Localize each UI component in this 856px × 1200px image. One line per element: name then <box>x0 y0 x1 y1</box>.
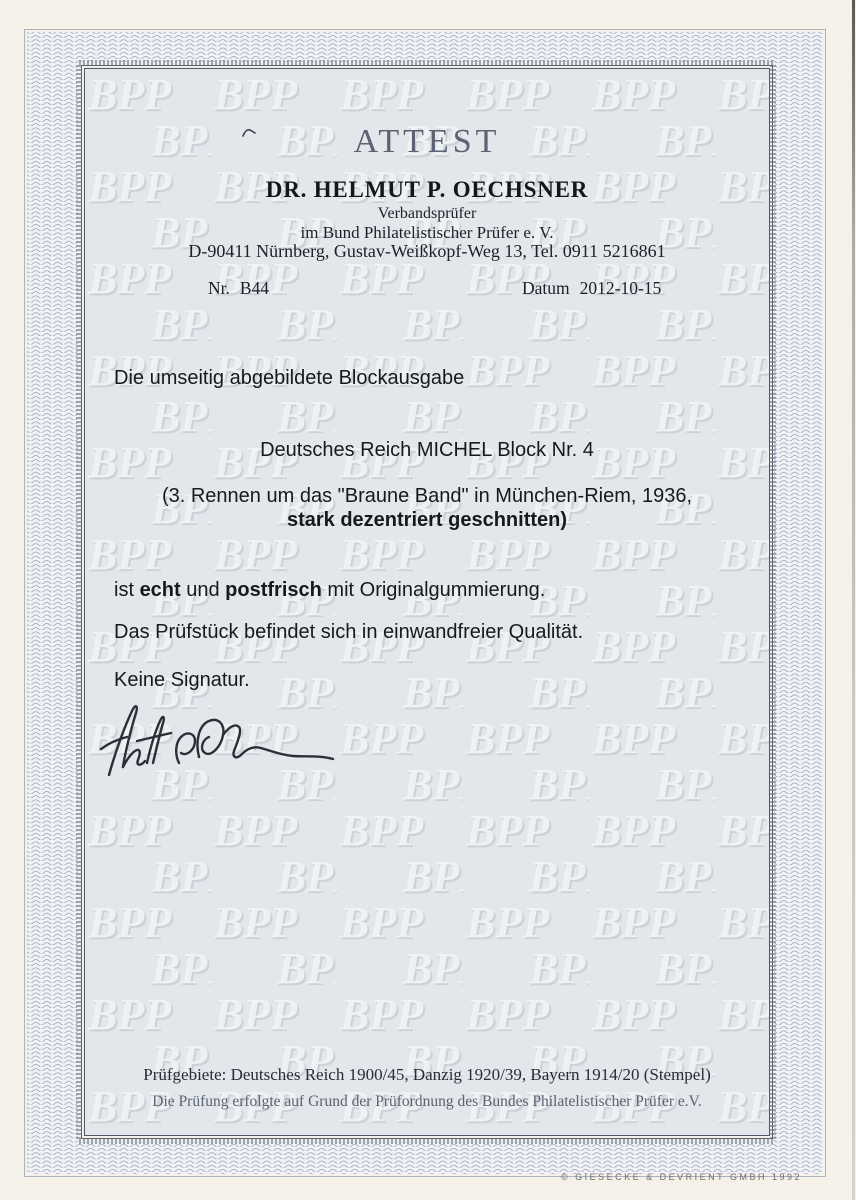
certificate-sheet <box>84 68 770 1136</box>
finding-pre: ist <box>114 579 140 601</box>
certificate-title: ATTEST <box>353 123 501 160</box>
finding-echt: echt <box>139 579 181 601</box>
examiner-signature <box>95 697 340 785</box>
date-value: 2012-10-15 <box>579 278 662 298</box>
finding-postfrisch: postfrisch <box>225 579 322 601</box>
certificate-date <box>522 278 661 299</box>
examiner-address: D-90411 Nürnberg, Gustav-Weißkopf-Weg 13, Tel. 0911 5216861 <box>188 241 666 261</box>
number-value: B44 <box>239 278 270 298</box>
certificate-number <box>208 278 269 299</box>
signature-note: Keine Signatur. <box>114 669 250 691</box>
number-label: Nr. <box>208 278 230 298</box>
statement-quality: Das Prüfstück befindet sich in einwandfreier Qualität. <box>114 621 584 643</box>
statement-item-detail-1: (3. Rennen um das "Braune Band" in München-Riem, 1936, <box>161 485 693 507</box>
statement-finding <box>114 579 545 602</box>
examiner-role: Verbandsprüfer <box>377 205 477 222</box>
footer-expertise-areas: Prüfgebiete: Deutsches Reich 1900/45, Danzig 1920/39, Bayern 1914/20 (Stempel) <box>143 1065 711 1084</box>
statement-item: Deutsches Reich MICHEL Block Nr. 4 <box>260 439 594 461</box>
printer-credit: © GIESECKE & DEVRIENT GMBH 1992 <box>560 1172 802 1182</box>
footer-legal-note: Die Prüfung erfolgte auf Grund der Prüfordnung des Bundes Philatelistischer Prüfer e.V. <box>152 1093 702 1110</box>
statement-item-detail-2: stark dezentriert geschnitten) <box>286 509 568 531</box>
date-label: Datum <box>522 278 570 298</box>
finding-post: mit Originalgummierung. <box>321 579 546 601</box>
examiner-association: im Bund Philatelistischer Prüfer e. V. <box>300 223 554 242</box>
finding-mid: und <box>180 579 226 601</box>
examiner-name: DR. HELMUT P. OECHSNER <box>265 177 589 202</box>
statement-intro: Die umseitig abgebildete Blockausgabe <box>114 367 465 389</box>
scan-edge-artifact <box>852 0 855 1200</box>
